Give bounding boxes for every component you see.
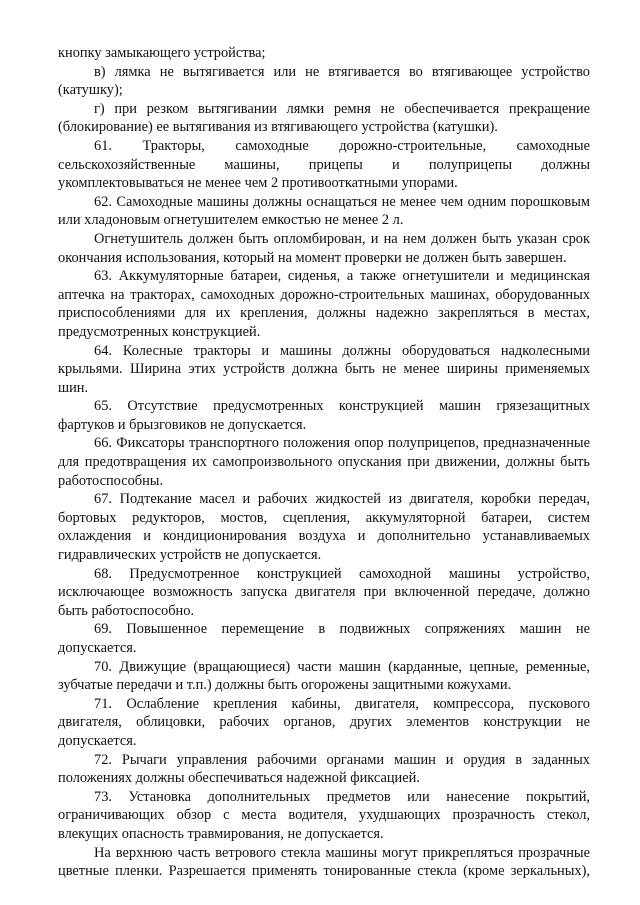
- paragraph-60-g: г) при резком вытягивании лямки ремня не обеспечивается прекращение (блокирование) ее вытягивания из втягивающего устройства (катушки).: [58, 100, 590, 136]
- paragraph-continuation: кнопку замыкающего устройства;: [58, 45, 266, 61]
- paragraph-67: 67. Подтекание масел и рабочих жидкостей из двигателя, коробки передач, бортовых редукторов, мостов, сцепления, аккумуляторной батареи, систем охлаждения и кондиционирования воздуха и дополнительно устанавливаемых гидравлических устройств не допускается.: [58, 491, 590, 564]
- paragraph-71: 71. Ослабление крепления кабины, двигателя, компрессора, пускового двигателя, облицовки, рабочих органов, других элементов конструкции не допускается.: [58, 695, 590, 749]
- document-page: [58, 44, 590, 881]
- paragraph-62-extinguisher: Огнетушитель должен быть опломбирован, и на нем должен быть указан срок окончания использования, который на момент проверки не должен быть завершен.: [58, 230, 590, 266]
- paragraph-65: 65. Отсутствие предусмотренных конструкцией машин грязезащитных фартуков и брызговиков не допускается.: [58, 398, 590, 433]
- paragraph-73-windshield: На верхнюю часть ветрового стекла машины могут прикрепляться прозрачные цветные пленки. Разрешается применять тонированные стекла (кроме зеркальных),: [58, 844, 590, 880]
- paragraph-66: 66. Фиксаторы транспортного положения опор полуприцепов, предназначенные для предотвращения их самопроизвольного опускания при движении, должны быть работоспособны.: [58, 435, 590, 489]
- paragraph-69: 69. Повышенное перемещение в подвижных сопряжениях машин не допускается.: [58, 621, 590, 656]
- paragraph-72: 72. Рычаги управления рабочими органами машин и орудия в заданных положениях должны обеспечиваться надежной фиксацией.: [58, 751, 590, 787]
- paragraph-64: 64. Колесные тракторы и машины должны оборудоваться надколесными крыльями. Ширина этих устройств должна быть не менее ширины применяемых шин.: [58, 342, 590, 396]
- paragraph-61: 61. Тракторы, самоходные дорожно-строительные, самоходные сельскохозяйственные машины, прицепы и полуприцепы должны укомплектовываться не менее чем 2 противооткатными упорами.: [58, 137, 590, 192]
- paragraph-62: 62. Самоходные машины должны оснащаться не менее чем одним порошковым или хладоновым огнетушителем емкостью не менее 2 л.: [58, 193, 590, 229]
- paragraph-60-v: в) лямка не вытягивается или не втягивается во втягивающее устройство (катушку);: [58, 63, 590, 99]
- paragraph-63: 63. Аккумуляторные батареи, сиденья, а также огнетушители и медицинская аптечка на тракторах, самоходных дорожно-строительных машинах, оборудованных приспособлениями для их крепления, должны надежно закрепляться в местах, предусмотренных конструкцией.: [58, 268, 590, 340]
- paragraph-73: 73. Установка дополнительных предметов или нанесение покрытий, ограничивающих обзор с места водителя, ухудшающих прозрачность стекол, влекущих опасность травмирования, не допускается.: [58, 788, 590, 842]
- paragraph-68: 68. Предусмотренное конструкцией самоходной машины устройство, исключающее возможность запуска двигателя при включенной передаче, должно быть работоспособно.: [58, 565, 590, 619]
- paragraph-70: 70. Движущие (вращающиеся) части машин (карданные, цепные, ременные, зубчатые передачи и т.п.) должны быть огорожены защитными кожухами.: [58, 658, 590, 694]
